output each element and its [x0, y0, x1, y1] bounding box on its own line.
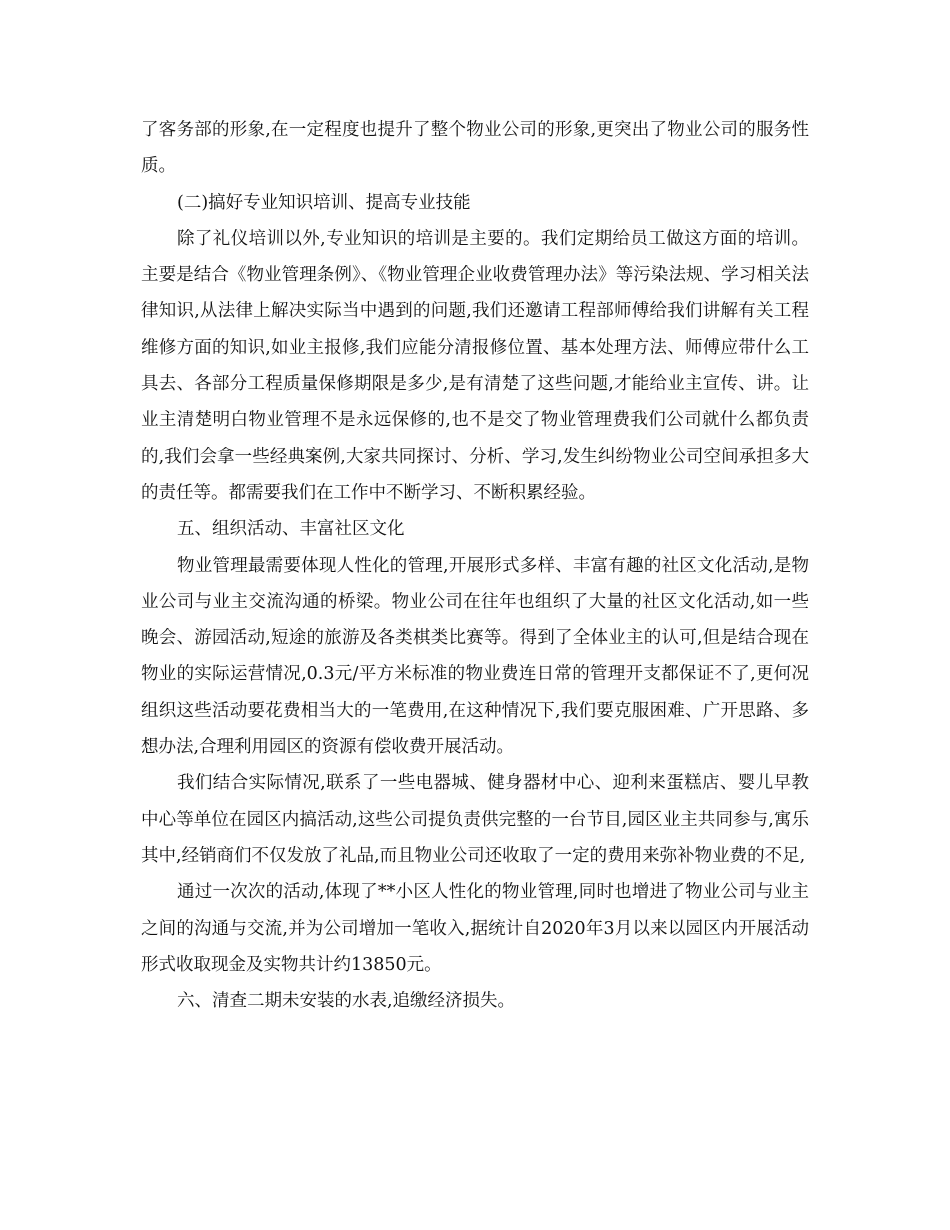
- paragraph-professional-training: 除了礼仪培训以外,专业知识的培训是主要的。我们定期给员工做这方面的培训。主要是结合《物业管理条例》、《物业管理企业收费管理办法》等污染法规、学习相关法律知识,从法律上解决实际当中遇到的问题,我们还邀请工程部师傅给我们讲解有关工程维修方面的知识,如业主报修,我们应能分清报修位置、基本处理方法、师傅应带什么工具去、各部分工程质量保修期限是多少,是有清楚了这些问题,才能给业主宣传、讲。让业主清楚明白物业管理不是永远保修的,也不是交了物业管理费我们公司就什么都负责的,我们会拿一些经典案例,大家共同探讨、分析、学习,发生纠纷物业公司空间承担多大的责任等。都需要我们在工作中不断学习、不断积累经验。: [141, 228, 809, 503]
- paragraph-partner-events: 我们结合实际情况,联系了一些电器城、健身器材中心、迎利来蛋糕店、婴儿早教中心等单位在园区内搞活动,这些公司提负责供完整的一台节目,园区业主共同参与,寓乐其中,经销商们不仅发放了礼品,而且物业公司还收取了一定的费用来弥补物业费的不足,: [141, 773, 809, 866]
- heading-professional-training: (二)搞好专业知识培训、提高专业技能: [177, 192, 471, 213]
- document-body: [141, 112, 809, 1019]
- paragraph-activity-income: 通过一次次的活动,体现了**小区人性化的物业管理,同时也增进了物业公司与业主之间的沟通与交流,并为公司增加一笔收入,据统计自2020年3月以来以园区内开展活动形式收取现金及实物共计约13850元。: [141, 882, 809, 975]
- paragraph-customer-image: 了客务部的形象,在一定程度也提升了整个物业公司的形象,更突出了物业公司的服务性质。: [141, 120, 809, 177]
- heading-community-culture: 五、组织活动、丰富社区文化: [177, 519, 405, 540]
- heading-water-meter-audit: 六、清查二期未安装的水表,追缴经济损失。: [177, 991, 516, 1012]
- paragraph-community-activities: 物业管理最需要体现人性化的管理,开展形式多样、丰富有趣的社区文化活动,是物业公司与业主交流沟通的桥梁。物业公司在往年也组织了大量的社区文化活动,如一些晚会、游园活动,短途的旅游及各类棋类比赛等。得到了全体业主的认可,但是结合现在物业的实际运营情况,0.3元/平方米标准的物业费连日常的管理开支都保证不了,更何况组织这些活动要花费相当大的一笔费用,在这种情况下,我们要克服困难、广开思路、多想办法,合理利用园区的资源有偿收费开展活动。: [141, 555, 809, 758]
